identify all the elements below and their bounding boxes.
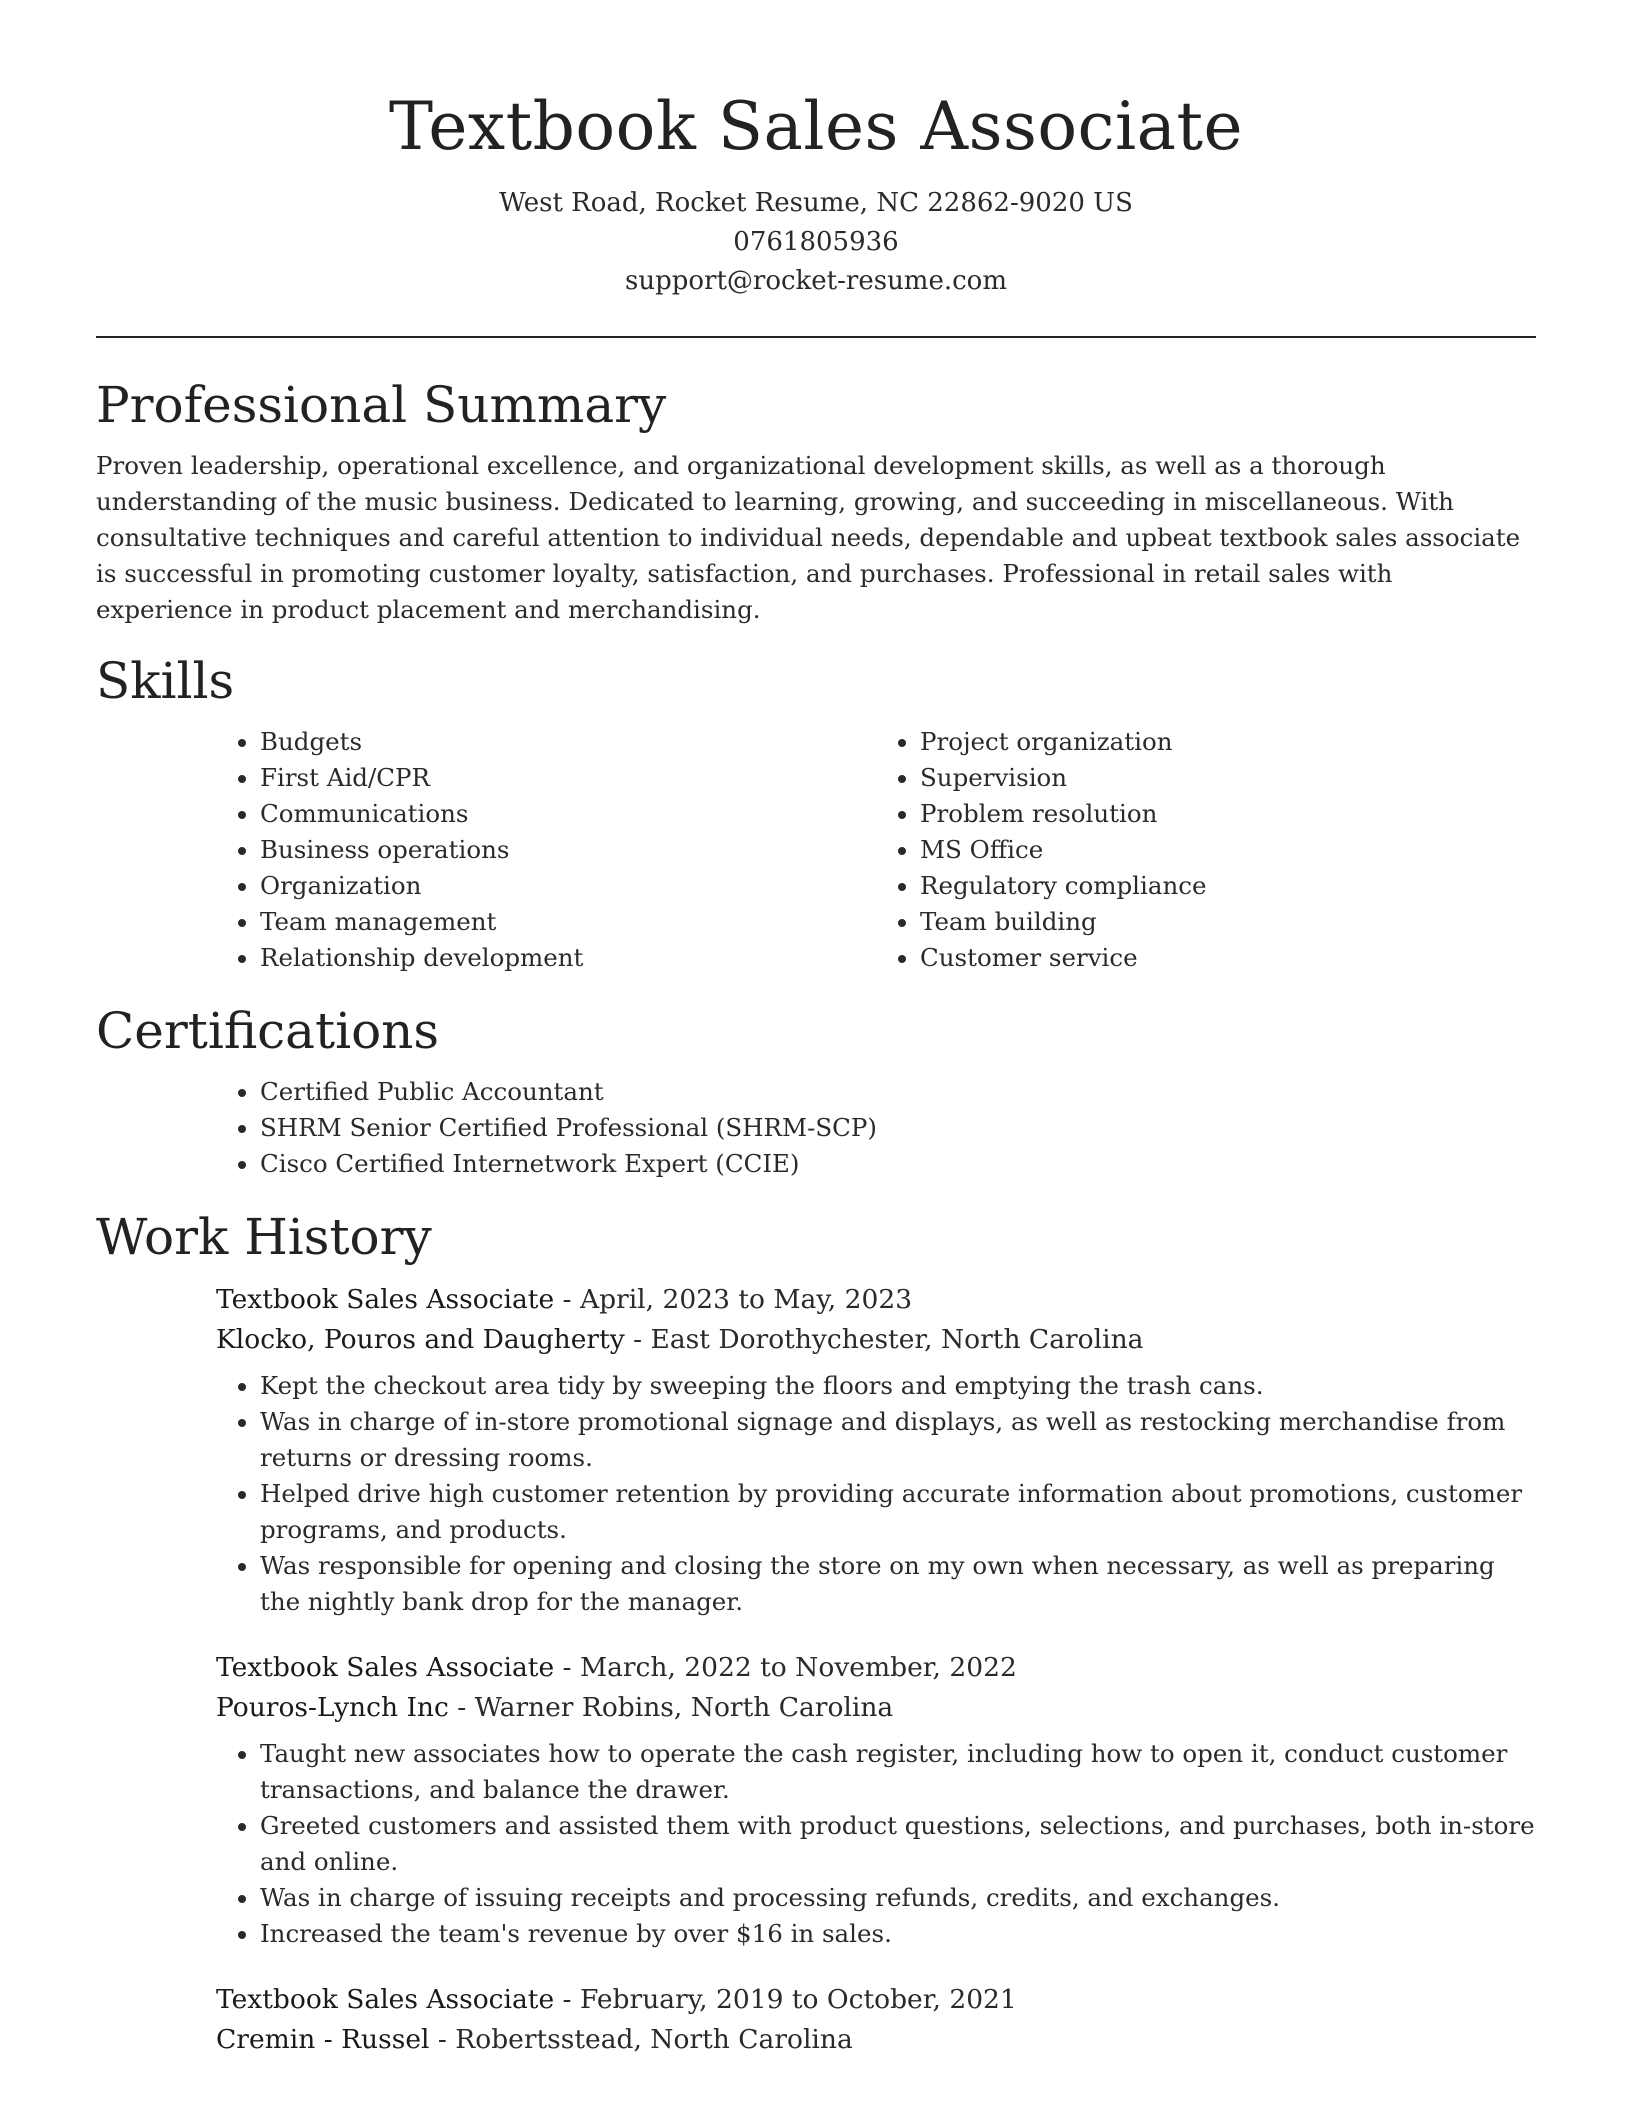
skill-item: • Customer service <box>920 940 1536 976</box>
skill-item: • Team management <box>260 904 876 940</box>
skills-list-left <box>216 724 876 976</box>
certification-item: • SHRM Senior Certified Professional (SHRM-SCP) <box>260 1110 1536 1146</box>
skill-item: • MS Office <box>920 832 1536 868</box>
separator: - <box>554 1284 580 1315</box>
header-divider <box>96 336 1536 338</box>
phone: 0761805936 <box>733 227 899 257</box>
skill-item: • Project organization <box>920 724 1536 760</box>
skill-item: • Business operations <box>260 832 876 868</box>
skill-item: • Supervision <box>920 760 1536 796</box>
job-company: Klocko, Pouros and Daugherty <box>216 1324 625 1355</box>
separator: - <box>429 2024 456 2055</box>
job-title: Textbook Sales Associate <box>216 1652 555 1683</box>
certifications-heading: Certifications <box>96 1002 440 1060</box>
certifications-section <box>96 1000 1536 1182</box>
job-company-line <box>216 1320 1536 1360</box>
job-company: Pouros-Lynch Inc <box>216 1692 449 1723</box>
skills-section <box>96 650 1536 976</box>
job-company: Cremin - Russel <box>216 2024 430 2055</box>
separator: - <box>624 1324 651 1355</box>
job-bullet: • Increased the team's revenue by over $16 in sales. <box>260 1916 1536 1952</box>
resume-header <box>96 0 1536 301</box>
skill-item: • Communications <box>260 796 876 832</box>
certifications-list <box>216 1074 1536 1182</box>
certification-item: • Certified Public Accountant <box>260 1074 1536 1110</box>
job-title-line <box>216 1280 1536 1320</box>
job-bullets <box>216 1368 1536 1620</box>
job-company-line <box>216 1688 1536 1728</box>
job-bullet: • Kept the checkout area tidy by sweeping the floors and emptying the trash cans. <box>260 1368 1536 1404</box>
job-entry <box>216 1980 1536 2060</box>
skills-heading: Skills <box>96 652 235 710</box>
skills-list-right <box>876 724 1536 976</box>
skill-item: • First Aid/CPR <box>260 760 876 796</box>
job-bullet: • Was in charge of issuing receipts and processing refunds, credits, and exchanges. <box>260 1880 1536 1916</box>
separator: - <box>554 1652 580 1683</box>
job-company-line <box>216 2020 1536 2060</box>
job-bullet: • Taught new associates how to operate the cash register, including how to open it, conduct customer transactions, and balance the drawer. <box>260 1736 1536 1808</box>
job-location: Warner Robins, North Carolina <box>474 1692 894 1723</box>
email: support@rocket-resume.com <box>624 266 1007 296</box>
candidate-name: Textbook Sales Associate <box>388 88 1244 165</box>
job-title: Textbook Sales Associate <box>216 1284 555 1315</box>
skill-item: • Problem resolution <box>920 796 1536 832</box>
skill-item: • Budgets <box>260 724 876 760</box>
skill-item: • Relationship development <box>260 940 876 976</box>
separator: - <box>448 1692 475 1723</box>
job-title-line <box>216 1648 1536 1688</box>
resume-page <box>96 0 1536 2088</box>
job-dates: April, 2023 to May, 2023 <box>579 1284 913 1315</box>
job-entry <box>216 1648 1536 1952</box>
job-location: East Dorothychester, North Carolina <box>650 1324 1144 1355</box>
skills-grid <box>216 724 1536 976</box>
address: West Road, Rocket Resume, NC 22862-9020 US <box>499 188 1133 218</box>
job-bullet: • Was in charge of in-store promotional signage and displays, as well as restocking merchandise from returns or dressing rooms. <box>260 1404 1536 1476</box>
job-bullet: • Greeted customers and assisted them with product questions, selections, and purchases, both in-store and online. <box>260 1808 1536 1880</box>
job-entry <box>216 1280 1536 1620</box>
skill-item: • Team building <box>920 904 1536 940</box>
job-dates: March, 2022 to November, 2022 <box>579 1652 1017 1683</box>
job-bullet: • Helped drive high customer retention by providing accurate information about promotions, customer programs, and products. <box>260 1476 1536 1548</box>
skill-item: • Regulatory compliance <box>920 868 1536 904</box>
summary-text: Proven leadership, operational excellence, and organizational development skills, as well as a thorough understanding of the music business. Dedicated to learning, growing, and succeeding in miscellaneous. With consultative techniques and careful attention to individual needs, dependable and upbeat textbook sales associate is successful in promoting customer loyalty, satisfaction, and purchases. Professional in retail sales with experience in product placement and merchandising. <box>96 451 1521 624</box>
job-location: Robertsstead, North Carolina <box>455 2024 853 2055</box>
job-title-line <box>216 1980 1536 2020</box>
job-title: Textbook Sales Associate <box>216 1984 555 2015</box>
work-history-heading: Work History <box>96 1208 432 1266</box>
job-bullets <box>216 1736 1536 1952</box>
job-bullet: • Was responsible for opening and closing the store on my own when necessary, as well as preparing the nightly bank drop for the manager. <box>260 1548 1536 1620</box>
work-history-section <box>96 1206 1536 2060</box>
summary-section <box>96 374 1536 628</box>
separator: - <box>554 1984 580 2015</box>
certification-item: • Cisco Certified Internetwork Expert (CCIE) <box>260 1146 1536 1182</box>
summary-heading: Professional Summary <box>96 376 667 434</box>
skill-item: • Organization <box>260 868 876 904</box>
contact-block <box>96 184 1536 301</box>
job-dates: February, 2019 to October, 2021 <box>579 1984 1017 2015</box>
